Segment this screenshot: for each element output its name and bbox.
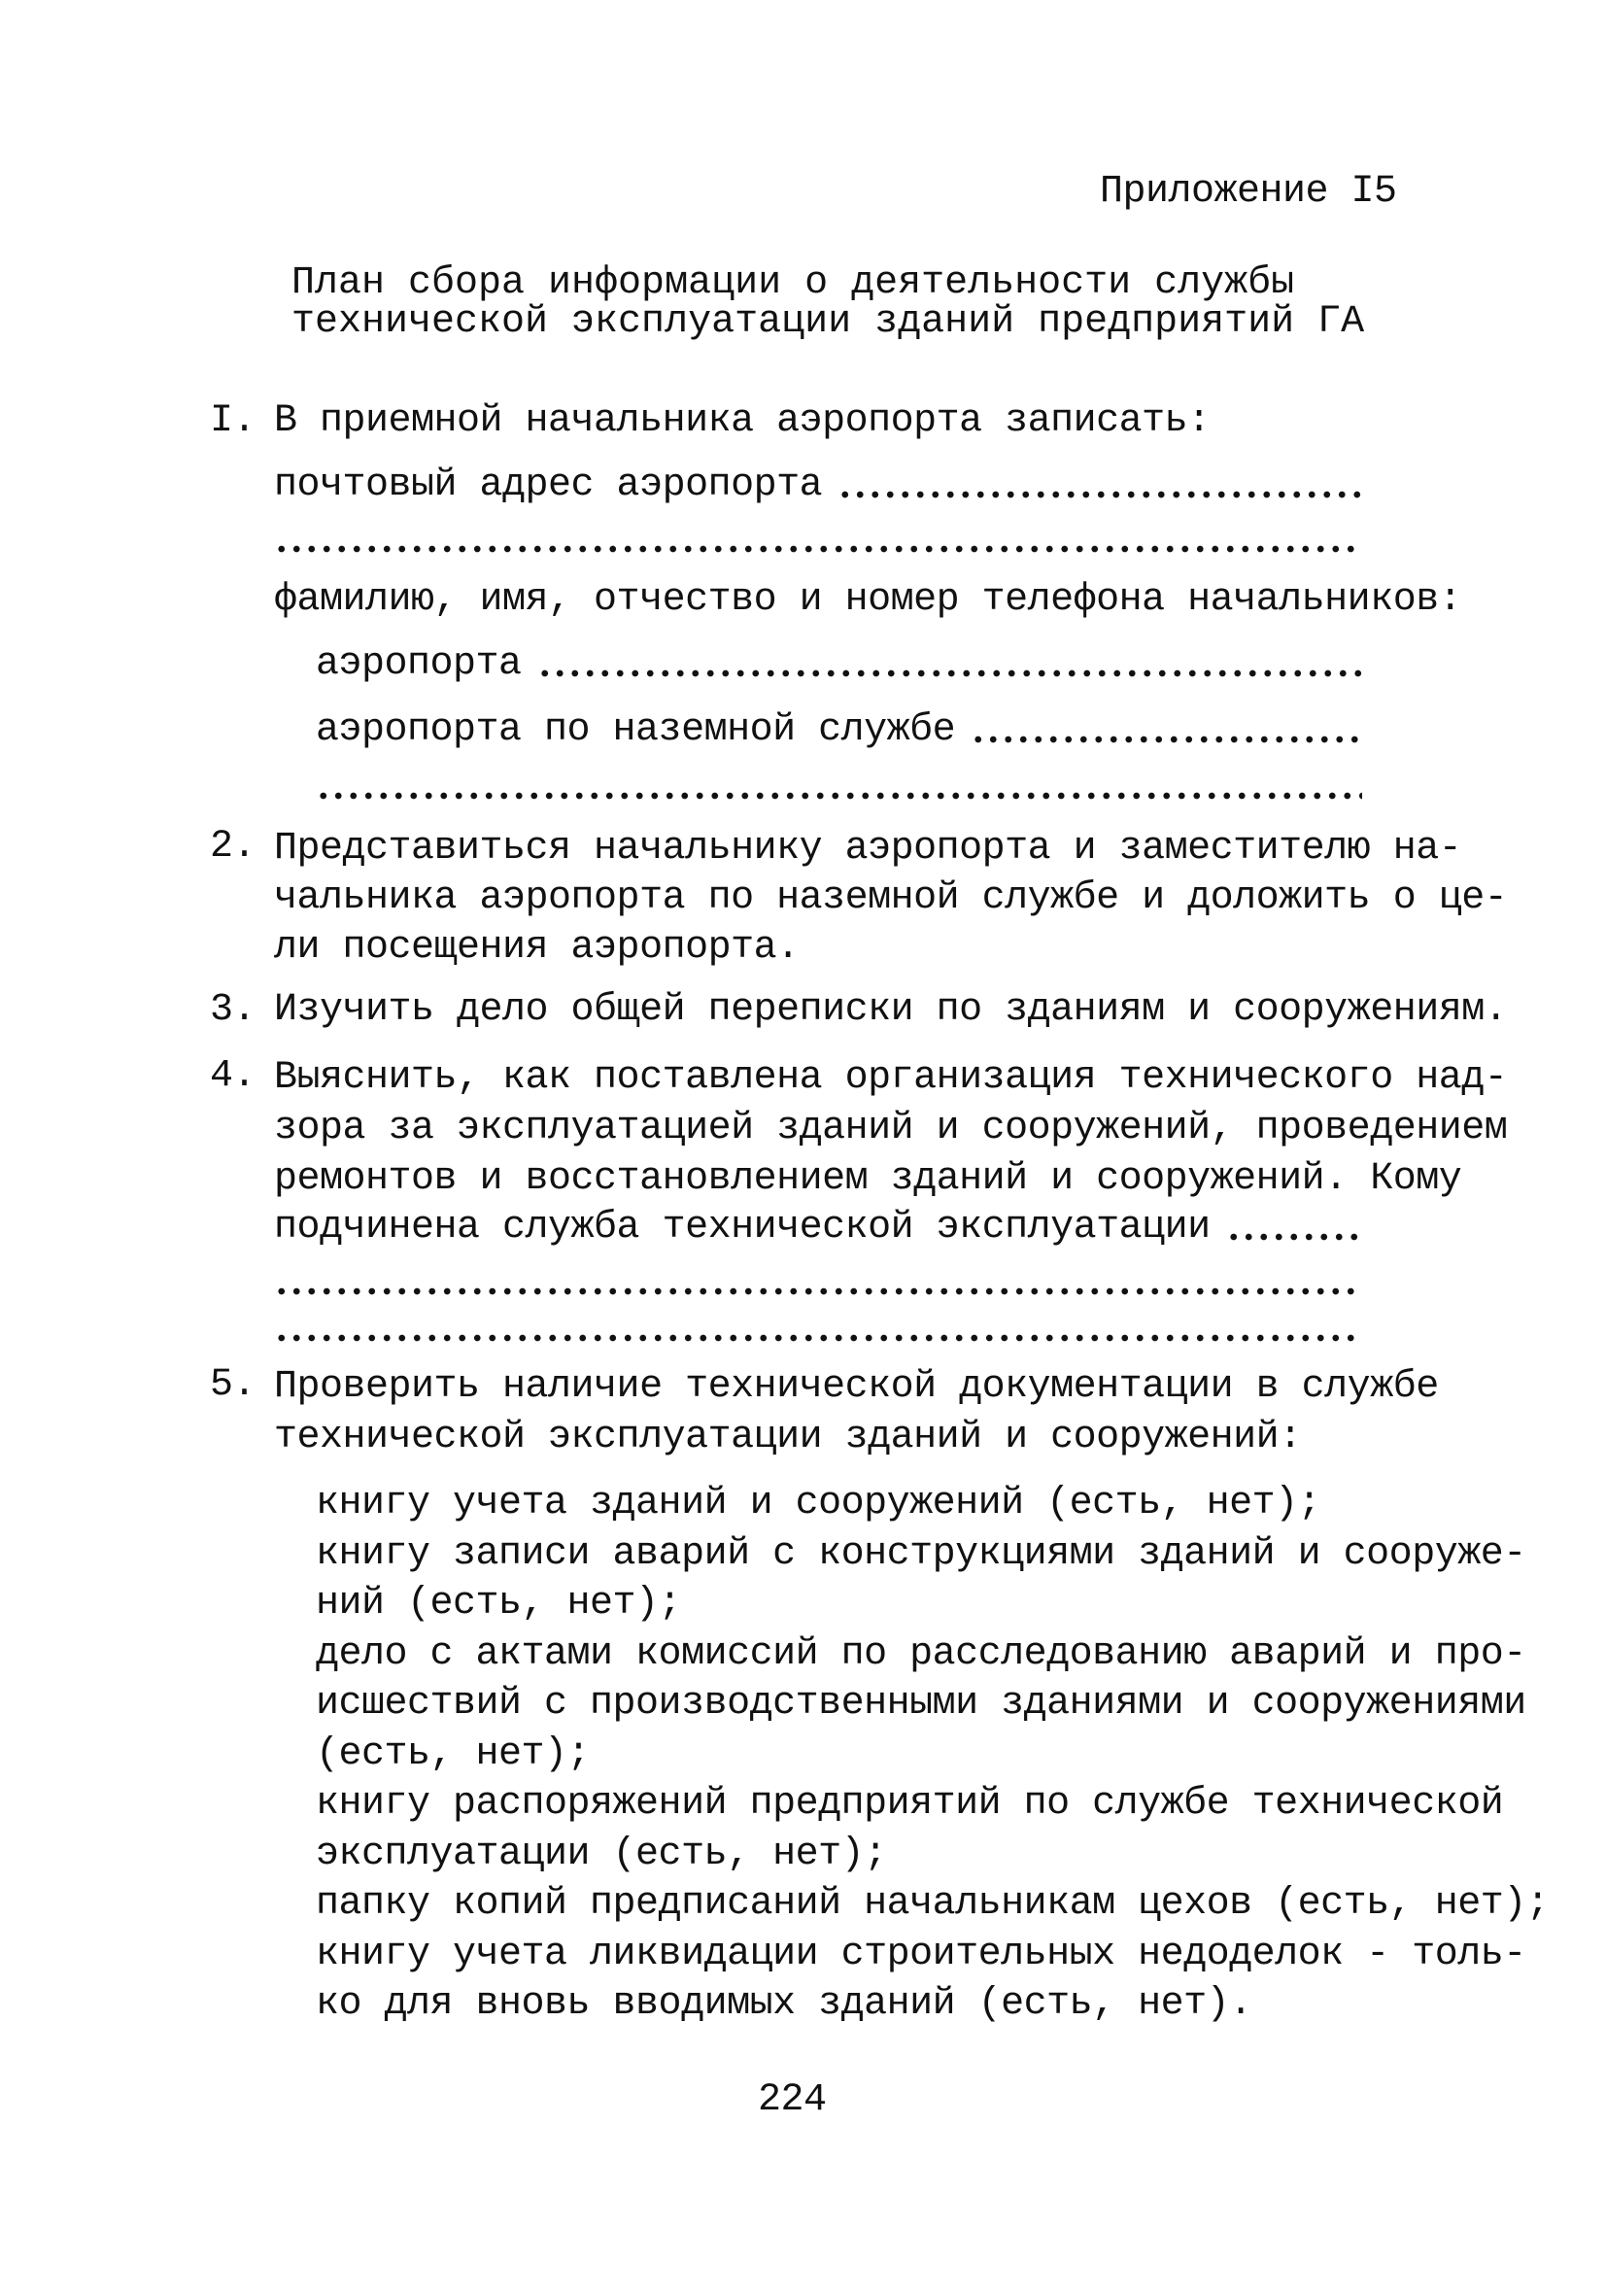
doc-line: книгу записи аварий с конструкциями зданий и сооруже- [316,1531,1526,1576]
item-4-text [274,1053,1507,1205]
appendix-label: Приложение I5 [1100,170,1397,214]
airport-label: аэропорта [316,642,522,686]
item-2-number: 2. [210,825,256,869]
text-line: Представиться начальнику аэропорта и заместителю на- [274,827,1462,871]
title-line-1: План сбора информации о деятельности службы [291,261,1295,305]
doc-line: (есть, нет); [316,1731,591,1776]
fill-in-line [1226,1205,1362,1251]
doc-line: книгу учета зданий и сооружений (есть, нет); [316,1482,1321,1525]
document-title [291,261,1365,344]
fio-label: фамилию, имя, отчество и номер телефона начальников: [274,578,1462,622]
text-line: Выяснить, как поставлена организация технического над- [274,1056,1508,1100]
doc-line: книгу распоряжений предприятий по службе технической [316,1782,1504,1826]
fill-in-line [274,517,1362,564]
item-3-number: 3. [210,988,256,1032]
fill-in-line [316,764,1362,810]
doc-line: книгу учета ликвидации строительных недоделок - толь- [316,1932,1526,1976]
item-5-number: 5. [210,1363,256,1407]
doc-line: исшествий с производственными зданиями и сооружениями [316,1682,1526,1726]
ground-service-label: аэропорта по наземной службе [316,708,956,752]
postal-address-continuation [274,517,1362,564]
item-2-text [274,824,1507,973]
ground-service-head-field [316,707,1362,754]
text-line: ли посещения аэропорта. [274,926,800,970]
text-line: Проверить наличие технической документации в службе [274,1365,1439,1409]
item-5-text [274,1362,1439,1463]
text-line: чальника аэропорта по наземной службе и доложить о це- [274,876,1508,920]
subordination-continuation-2 [274,1306,1362,1353]
fill-in-line [274,1306,1362,1353]
subordination-continuation-1 [274,1259,1362,1306]
text-line: зора за эксплуатацией зданий и сооружений, проведением [274,1107,1508,1150]
fill-in-line [274,1259,1362,1306]
documentation-list [316,1479,1549,2030]
airport-head-field [316,641,1362,688]
title-line-2: технической эксплуатации зданий предприятий ГА [291,300,1365,344]
doc-line: ний (есть, нет); [316,1582,682,1626]
fill-in-line [537,641,1362,688]
doc-line: дело с актами комиссий по расследованию аварий и про- [316,1631,1526,1676]
item-1-heading: В приемной начальника аэропорта записать: [274,399,1211,443]
text-line: ремонтов и восстановлением зданий и сооружений. Кому [274,1157,1462,1201]
fill-in-line [837,463,1362,509]
item-4-number: 4. [210,1054,256,1098]
doc-line: эксплуатации (есть, нет); [316,1832,887,1876]
postal-address-label: почтовый адрес аэропорта [274,463,823,507]
doc-line: папку копий предписаний начальникам цехов (есть, нет); [316,1882,1550,1926]
subordination-field [274,1205,1362,1251]
text-line: технической эксплуатации зданий и сооружений: [274,1416,1302,1459]
postal-address-field [274,463,1362,509]
doc-line: ко для вновь вводимых зданий (есть, нет). [316,1982,1252,2026]
item-1-number: I. [210,399,256,443]
fill-in-line [971,707,1362,754]
item-3-text: Изучить дело общей переписки по зданиям и сооружениям. [274,988,1508,1032]
page-number: 224 [758,2078,827,2122]
subordination-label: подчинена служба технической эксплуатации [274,1206,1211,1250]
ground-service-continuation [316,764,1362,810]
